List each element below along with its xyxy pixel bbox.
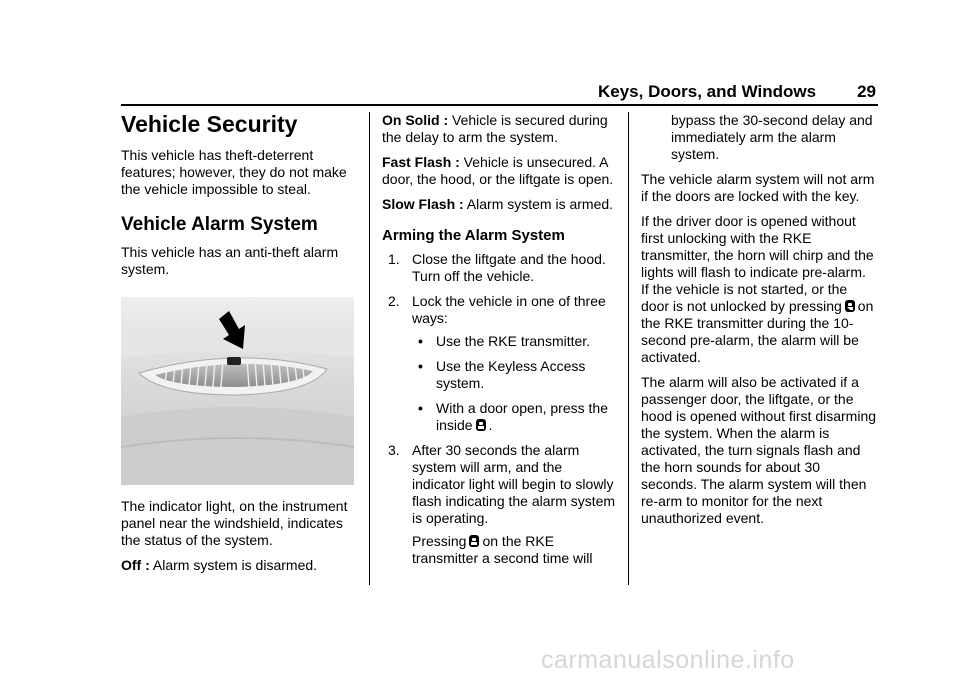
header-rule bbox=[121, 104, 878, 106]
list-item bbox=[412, 400, 618, 434]
bullet: • bbox=[418, 400, 423, 416]
step-number: 1. bbox=[388, 251, 400, 267]
list-item bbox=[412, 333, 618, 350]
alarm-intro-paragraph: This vehicle has an anti-theft alarm system. bbox=[121, 244, 339, 277]
step-text-b: on the RKE transmitter a second time will bbox=[412, 533, 593, 566]
fast-flash-term: Fast Flash : bbox=[382, 154, 460, 170]
fast-flash-status bbox=[382, 154, 618, 188]
off-term: Off : bbox=[121, 557, 150, 573]
pre-alarm-text-a: If the driver door is opened without first unlocking with the RKE transmitter, the horn will chirp and the lights will flash to indicate pre-alarm. If the vehicle is not started, or the door is not unlocked by pressing bbox=[641, 213, 874, 314]
step-3-continuation: bypass the 30-second delay and immediately arm the alarm system. bbox=[671, 112, 873, 162]
on-solid-term: On Solid : bbox=[382, 112, 449, 128]
list-item-text: Use the Keyless Access system. bbox=[436, 358, 586, 391]
page-title: Vehicle Security bbox=[121, 111, 298, 137]
pre-alarm-paragraph bbox=[641, 213, 877, 366]
on-solid-text: Vehicle is secured during the delay to arm the system. bbox=[382, 112, 608, 145]
indicator-caption: The indicator light, on the instrument panel near the windshield, indicates the status of the system. bbox=[121, 498, 348, 548]
bullet: • bbox=[418, 358, 423, 374]
column-2 bbox=[382, 112, 618, 575]
slow-flash-term: Slow Flash : bbox=[382, 196, 464, 212]
section-title: Keys, Doors, and Windows bbox=[598, 82, 817, 101]
off-text: Alarm system is disarmed. bbox=[149, 557, 318, 573]
on-solid-status bbox=[382, 112, 618, 146]
pre-alarm-text-b: on the RKE transmitter during the 10-second pre-alarm, the alarm will be activated. bbox=[641, 298, 874, 365]
lock-ways-list bbox=[412, 333, 618, 434]
step-text: After 30 seconds the alarm system will arm, and the indicator light will begin to slowly flash indicating the alarm system is operating. bbox=[412, 442, 616, 526]
alarm-system-heading: Vehicle Alarm System bbox=[121, 214, 318, 235]
step-number: 2. bbox=[388, 293, 400, 309]
arming-heading: Arming the Alarm System bbox=[382, 227, 565, 244]
fast-flash-text: Vehicle is unsecured. A door, the hood, or the liftgate is open. bbox=[382, 154, 614, 187]
column-divider-2 bbox=[628, 112, 629, 585]
step-text: Lock the vehicle in one of three ways: bbox=[412, 293, 606, 326]
page-number: 29 bbox=[857, 82, 876, 101]
column-1 bbox=[121, 110, 361, 582]
lock-icon bbox=[468, 534, 480, 548]
lock-icon bbox=[475, 418, 487, 432]
arming-steps bbox=[382, 251, 618, 567]
activation-paragraph: The alarm will also be activated if a passenger door, the liftgate, or the hood is opened without first disarming the system. When the alarm is activated, the turn signals flash and the horn sounds for about 30 seconds. The alarm system will then re-arm to monitor for the next unauthorized event. bbox=[641, 374, 877, 526]
list-item-suffix: . bbox=[488, 417, 493, 433]
step-item bbox=[382, 442, 618, 567]
step-text: Close the liftgate and the hood. Turn off the vehicle. bbox=[412, 251, 606, 284]
step-text-a: Pressing bbox=[412, 533, 467, 549]
step-item bbox=[382, 251, 618, 285]
list-item bbox=[412, 358, 618, 392]
list-item-text: With a door open, press the inside bbox=[436, 400, 608, 433]
indicator-light-figure bbox=[121, 297, 354, 485]
list-item-text: Use the RKE transmitter. bbox=[436, 333, 591, 349]
unlock-icon bbox=[844, 299, 856, 313]
key-lock-paragraph: The vehicle alarm system will not arm if the doors are locked with the key. bbox=[641, 171, 875, 204]
slow-flash-text: Alarm system is armed. bbox=[463, 196, 614, 212]
dashboard-illustration bbox=[121, 297, 354, 485]
step-number: 3. bbox=[388, 442, 400, 458]
column-divider-1 bbox=[369, 112, 370, 585]
watermark: carmanualsonline.info bbox=[541, 646, 795, 674]
step-item bbox=[382, 293, 618, 434]
bullet: • bbox=[418, 333, 423, 349]
column-3 bbox=[641, 112, 877, 535]
slow-flash-status bbox=[382, 196, 618, 213]
off-status bbox=[121, 557, 361, 574]
step-continuation bbox=[412, 533, 618, 567]
intro-paragraph: This vehicle has theft-deterrent features; however, they do not make the vehicle impossible to steal. bbox=[121, 147, 347, 197]
